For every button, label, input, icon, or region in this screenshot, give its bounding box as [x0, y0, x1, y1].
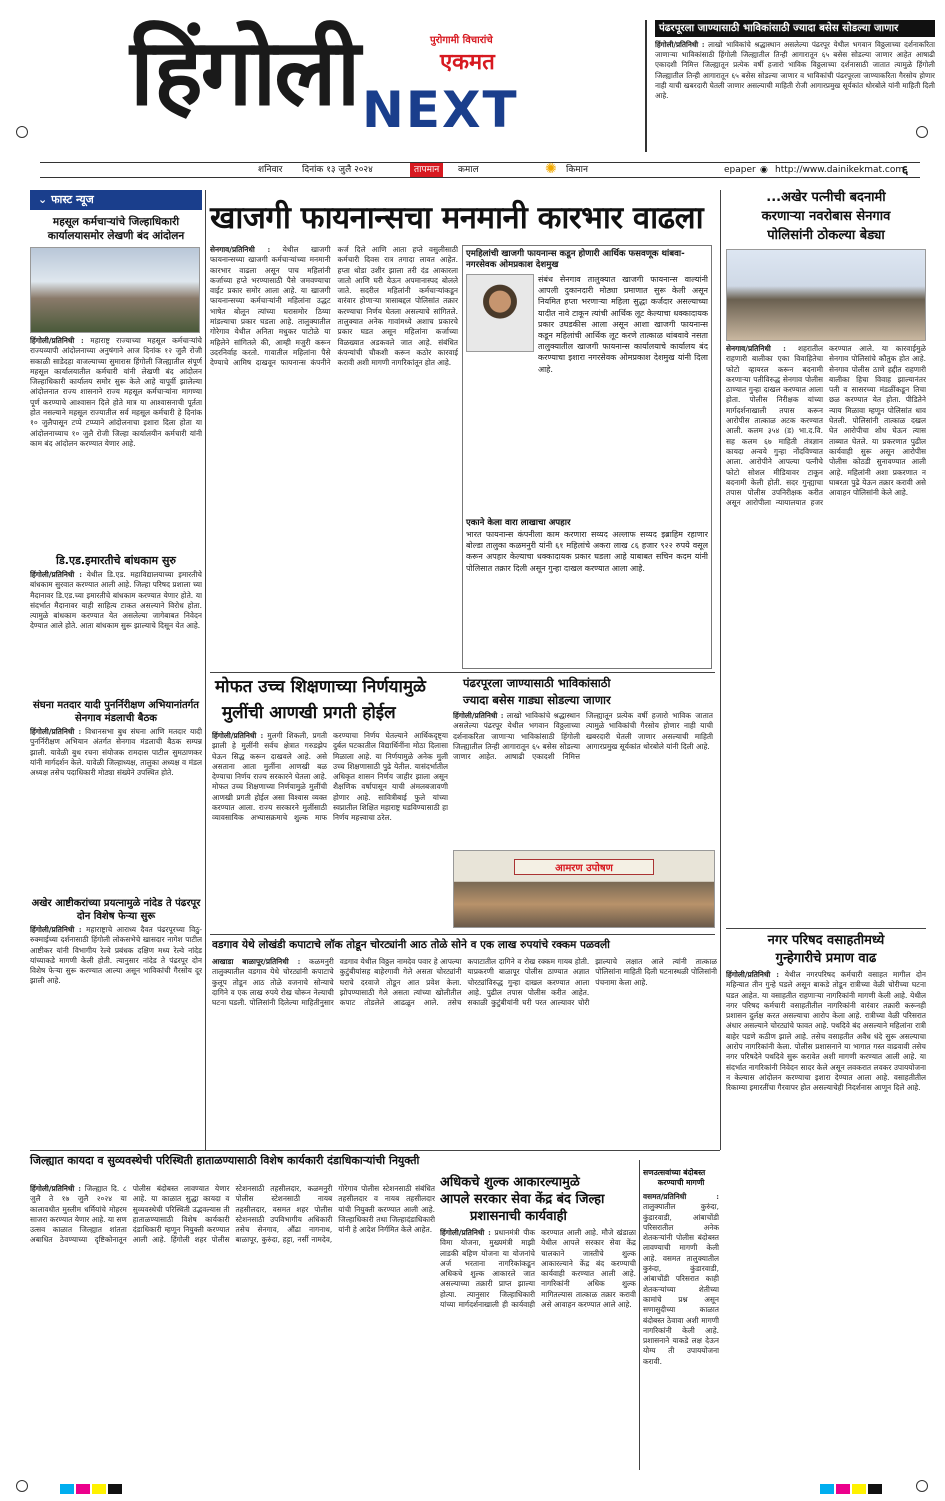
color-swatch	[60, 1484, 74, 1494]
fast-news-s2-byline: हिंगोली/प्रतिनिधी :	[30, 570, 82, 579]
theft-text: कळमनुरी तालुक्यातील वडगाव येथे चोरट्यांनी कपाटाचे कुलूप तोडून आठ तोळे वजनाचे सोन्याचे दागिने व एक लाख रुपये रोख चोरून नेल्याची घटना घडली. पोलिसांनी दिलेल्या माहितीनुसार वडगाव येथील विठ्ठल नामदेव पवार हे आपल्या कुटुंबीयांसह बाहेरगावी गेले असता चोरट्यांनी घराचे दरवाजे तोडून आत प्रवेश केला. झोपण्यासाठी गेले असता त्यांच्या खोलीतील कपाट तोडलेले आढळून आले. तसेच कपाटातील दागिने व रोख रक्कम गायब होती. याप्रकरणी बाळापूर पोलीस ठाण्यात अज्ञात चोरट्यांविरुद्ध गुन्हा दाखल करण्यात आला आहे. पुढील तपास पोलीस करीत आहेत. सकाळी कुटुंबीयांनी घरी परत आल्यावर चोरी झाल्याचे लक्षात आले त्यांनी तात्काळ पोलिसांना माहिती दिली घटनास्थळी पोलिसांनी पंचनामा केला आहे.	[212, 957, 717, 1008]
lead-inset-body: संबंध सेनगाव तालुक्यात खाजगी फायनान्स वाल्यांनी आपली दुकानदारी मोठ्या प्रमाणात सुरू केली असून नियमित हप्ता भरणाऱ्या महिला सुद्धा कर्जदार असल्याच्या यादीत नावे टाकून त्यांची आर्थिक लूट केल्याचा धक्कादायक प्रकार उघडकीस आला असून आशा खाजगी फायनान्स कडून महिलांची आर्थिक लूट करणे तात्काळ थांबवावे नसता तालुक्यातील खाजगी फायनान्स कार्यालयाचे कार्यालय बंद करण्याचा इशारा नगरसेवक ओमप्रकाश देशमुख यांनी दिला आहे.	[538, 275, 708, 374]
registration-mark-icon	[16, 126, 28, 138]
nagar-headline-1: नगर परिषद वसाहतीमध्ये	[767, 933, 885, 948]
column-rule	[720, 190, 721, 1150]
fees-body	[440, 1228, 636, 1474]
pandharpur-text: लाखो भाविकांचे श्रद्धास्थान असलेल्या पंढरपूर येथील भगवान विठ्ठलाच्या दर्शनाकरिता जाणाऱ्या भाविकांसाठी हिंगोली जिल्ह्यातील तिन्ही आगारातून ६५ बसेस सोडल्या जाणार आहेत. आषाढी एकादशी निमित्त जिल्ह्यातून प्रत्येक वर्षी हजारो भाविक जातात त्यामुळे भाविकांची गैरसोय होणार नाही याची खबरदारी घेतली जाणार असल्याची माहिती आगारप्रमुख सूर्यकांत थोरबोले यांनी दिली आहे.	[453, 711, 713, 762]
fast-news-label-bar	[30, 190, 202, 210]
registration-mark-icon	[916, 1480, 928, 1492]
masthead	[0, 0, 640, 160]
fast-news-s3-headline: संघना मतदार यादी पुनर्निरीक्षण अभियानांतर्गत सेनगाव मंडलाची बैठक	[33, 700, 199, 724]
section-rule	[210, 934, 715, 935]
sengaon-headline-2: करणाऱ्या नवरोबास सेनगाव	[761, 209, 891, 224]
edu-headline-1: मोफत उच्च शिक्षणाच्या निर्णयामुळे	[215, 677, 426, 697]
page-number: ६	[902, 163, 909, 177]
date-bar	[40, 162, 920, 178]
sengaon-body	[726, 344, 926, 914]
fees-byline: हिंगोली/प्रतिनिधी :	[440, 1228, 491, 1237]
fast-news-s4-byline: हिंगोली/प्रतिनिधी :	[30, 925, 82, 934]
fast-news-s1-text: महाराष्ट्र राज्याच्या महसूल कर्मचाऱ्यांचे राज्यव्यापी आंदोलनाच्या अनुषंगाने आज दिनांक १२ जुलै रोजी सकाळी साडेदहा वाजल्याच्या सुमारास हिंगोली जिल्ह्यातील संपूर्ण महसूल कार्यालयातील कर्मचारी यांनी लेखणी बंद आंदोलन जिल्हाधिकारी कार्यालय समोर सुरू केले आहे यापूर्वी झालेल्या आंदोलनात राज्य शासनाने राज्य महसूल कर्मचाऱ्यांना मागण्या पूर्ण करण्याचे आश्वासन दिले होते मात्र या आश्वासनाची पूर्तता होत नसल्याने महसूल राज्यातील सर्व महसूल कर्मचारी हे दिनांक १० जुलैपासून टप्पे टप्प्याने आंदोलनाचा इशारा दिला होता या आंदोलनाच्याच १० जुलै रोजी जिल्हा कार्यालयीन कर्मचारी यांनी काम बंद आंदोलन करण्यात येणार आहे.	[30, 336, 202, 448]
lead-headline: खाजगी फायनान्सचा मनमानी कारभार वाढला	[210, 200, 704, 236]
fast-news-s1-byline: हिंगोली/प्रतिनिधी :	[30, 336, 84, 345]
police-byline: वसमत/प्रतिनिधी :	[643, 1192, 719, 1201]
lead-body	[210, 245, 458, 670]
fast-news-label: फास्ट न्यूज	[51, 193, 94, 206]
sengaon-story	[726, 188, 926, 928]
registration-mark-icon	[916, 126, 928, 138]
lead-inset2-headline: एकाने केला वारा लाखाचा अपहार	[466, 518, 571, 528]
section-rule	[30, 1150, 720, 1151]
sengaon-headline-3: पोलिसांनी ठोकल्या बेड्या	[767, 228, 885, 243]
police-headline-1: सणउत्सवांच्या बंदोबस्त	[643, 1168, 706, 1177]
pandharpur-headline-1: पंढरपूरला जाण्यासाठी भाविकांसाठी	[463, 676, 611, 690]
masthead-edition: NEXT	[362, 81, 519, 139]
color-swatch	[92, 1484, 106, 1494]
theft-headline: वडगाव येथे लोखंडी कपाटाचे लॉक तोडून चोरट्यांनी आठ तोळे सोने व एक लाख रुपयांचे रक्कम पळवली	[212, 939, 610, 951]
pandharpur-headline-2: ज्यादा बसेस गाड्या सोडल्या जाणार	[463, 693, 611, 707]
arrest-photo	[726, 249, 926, 341]
magistrate-text: जिल्ह्यात दि. ८ जुलै ते १७ जुलै २०२४ या कालावधीत मुस्लीम धर्मियांचे मोहरम साजरा करण्यात येणार आहे. या सण उत्सव काळात जिल्ह्यात शांतता अबाधित ठेवण्याच्या दृष्टिकोनातून पोलीस बंदोबस्त लावण्यात येणार आहे. या काळात सुद्धा कायदा व सुव्यवस्थेची परिस्थिती उद्भवल्यास ती हाताळण्यासाठी विशेष कार्यकारी दंडाधिकारी म्हणून नियुक्ती करण्यात आली आहे. हिंगोली शहर पोलीस स्टेशनसाठी तहसीलदार, कळमनुरी पोलीस स्टेशनसाठी नायब तहसीलदार, वसमत शहर पोलीस स्टेशनसाठी उपविभागीय अधिकारी तसेच सेनगाव, औंढा नागनाथ, बाळापूर, कुरुंदा, हट्टा, नर्सी नामदेव, गोरेगाव पोलीस स्टेशनसाठी संबंधित तहसीलदार व नायब तहसीलदार यांची नियुक्ती करण्यात आली आहे. जिल्हाधिकारी तथा जिल्हादंडाधिकारी यांनी हे आदेश निर्गमित केले आहेत.	[30, 1184, 435, 1245]
fees-text: प्रधानमंत्री पीक विमा योजना, मुख्यमंत्री माझी लाडकी बहिण योजना या योजनांचे अर्ज भरताना नागरिकांकडून अधिकचे शुल्क आकारले जात असल्याच्या तक्रारी प्राप्त झाल्या होत्या. त्यानुसार जिल्हाधिकारी यांच्या मार्गदर्शनाखाली ही कार्यवाही करण्यात आली आहे. मौजे खंडाळा येथील आपले सरकार सेवा केंद्र चालकाने जास्तीचे शुल्क आकारल्याने केंद्र बंद करण्याची कार्यवाही करण्यात आली आहे. नागरिकांनी अधिक शुल्क मागितल्यास तात्काळ तक्रार करावी असे आवाहन करण्यात आले आहे.	[440, 1228, 636, 1310]
min-label: किमान	[566, 165, 588, 175]
color-swatch	[76, 1484, 90, 1494]
magistrate-byline: हिंगोली/प्रतिनिधी :	[30, 1184, 82, 1193]
date-bar-day: शनिवार	[258, 165, 283, 175]
nagar-headline-2: गुन्हेगारीचे प्रमाण वाढ	[775, 951, 877, 966]
masthead-brand: एकमत	[440, 50, 495, 75]
color-swatch	[820, 1484, 834, 1494]
max-label: कमाल	[458, 165, 479, 175]
protest-photo	[30, 247, 200, 333]
nagar-body	[726, 970, 926, 1466]
nagar-byline: हिंगोली/प्रतिनिधी :	[726, 970, 780, 979]
top-box-byline: हिंगोली/प्रतिनिधी :	[655, 40, 705, 49]
corporator-photo	[466, 274, 534, 352]
color-swatch	[108, 1484, 122, 1494]
fast-news-s3-byline: हिंगोली/प्रतिनिधी :	[30, 727, 82, 736]
fast-news-s4-headline: अखेर आष्टीकरांच्या प्रयत्नामुळे नांदेड ते पंढरपूर दोन विशेष फेऱ्या सुरू	[31, 898, 201, 922]
globe-icon: ◉	[760, 165, 768, 175]
masthead-title: हिंगोली	[130, 19, 359, 126]
edu-body	[212, 731, 448, 931]
police-body	[643, 1192, 719, 1462]
nagar-text: येथील नगरपरिषद कर्मचारी वसाहत मागील दोन महिन्यात तीन गुन्हे घडले असून बाकडे तोडून रात्रीच्या वेळी चोरीच्या घटना घडत आहेत. या वसाहतीत राहणाऱ्या नागरिकांनी मागणी केली आहे. येथील नगर परिषद कर्मचारी वसाहतीतील नागरिकांनी वारंवार तक्रारी करूनही प्रशासन दुर्लक्ष करत असल्याचा आरोप केला आहे. रात्रीच्या वेळी परिसरात अंधार असल्याने चोरट्यांचे फावत आहे. पथदिवे बंद असल्याने महिलांना रात्री बाहेर पडणे कठीण झाले आहे. तसेच वसाहतीत अवैध धंदे सुरू असल्याचा आरोप नागरिकांनी केला. पोलीस प्रशासनाने या भागात गस्त वाढवावी तसेच नगर परिषदेने पथदिवे सुरू करावेत अशी मागणी करण्यात आली आहे. या संदर्भात नागरिकांनी निवेदन सादर केले असून लवकरात लवकर उपाययोजना न केल्यास आंदोलन करण्याचा इशारा देण्यात आला आहे. वसाहतीतील रिकाम्या इमारतींचा गैरवापर होत असल्याचेही निदर्शनास आणून दिले आहे.	[726, 970, 926, 1093]
fees-headline-1: अधिकचे शुल्क आकारल्यामुळे	[440, 1175, 580, 1190]
hunger-strike-photo	[453, 850, 715, 928]
fees-headline-2: आपले सरकार सेवा केंद्र बंद जिल्हा	[440, 1192, 605, 1207]
top-right-box	[645, 20, 935, 152]
fees-headline-3: प्रशासनाची कार्यवाही	[470, 1209, 567, 1224]
theft-byline: आखाडा बाळापूर/प्रतिनिधी :	[212, 957, 301, 966]
sengaon-headline-1: ...अखेर पत्नीची बदनामी	[766, 190, 886, 205]
theft-body	[212, 957, 717, 1145]
lead-inset-headline: एमहिलांची खाजगी फायनान्स कडून होणारी आर्थिक फसवणूक थांबवा-नगरसेवक ओमप्रकाश देशमुख	[466, 249, 685, 270]
temp-label: तापमान	[410, 163, 443, 177]
masthead-tagline: पुरोगामी विचारांचे	[430, 35, 493, 46]
sengaon-byline: सेनगाव/प्रतिनिधी :	[726, 344, 786, 353]
top-box-text: लाखो भाविकांचे श्रद्धास्थान असलेल्या पंढरपूर येथील भगवान विठ्ठलाच्या दर्शनाकरिता जाणाऱ्या भाविकांसाठी हिंगोली जिल्ह्यातील तिन्ही आगारातून ६५ बसेस सोडल्या जाणार आहेत आषाढी एकादशी निमित्त जिल्ह्यातून प्रत्येक वर्षी हजारो भाविक विठ्ठलाच्या दर्शनासाठी जातात त्यामुळे हिंगोली जिल्ह्यातील तिन्ही आगारातून ६५ बसेस सोडल्या जाणार व भाविकांची पंढरपूरला जाण्याकरिता गैरसोय होणार नाही याची खबरदारी घेतली जाणार असल्याची माहिती रोजी आगारप्रमुख सूर्यकांत थोरबोले यांनी माहिती दिली आहे.	[655, 40, 935, 101]
site-url[interactable]: http://www.dainikekmat.com	[775, 165, 905, 175]
magistrate-body	[30, 1184, 435, 1474]
edu-byline: हिंगोली/प्रतिनिधी :	[212, 731, 264, 740]
fast-news-s1-headline: महसूल कर्मचाऱ्यांचे जिल्हाधिकारी कार्यालयासमोर लेखणी बंद आंदोलन	[47, 216, 185, 242]
fast-news-s2-text: येथील डि.एड. महाविद्यालयाच्या इमारतीचे बांधकाम सुरवात करण्यात आली आहे. जिल्हा परिषद प्रशाला च्या मैदानावर डि.एड.च्या इमारतीचे बांधकाम करण्यात येणार होते. या संदर्भात मैदानावर याही साहित्य टाकत असल्याने विरोध होता. त्यामुळे बांधकाम करण्यात येत असलेल्या जागेबाबत निवेदन देण्यात आले होते. आता बांधकाम सुरू झाल्याचे दिसून येत आहे.	[30, 570, 202, 631]
nagar-story	[726, 932, 926, 1472]
police-story	[643, 1168, 719, 1474]
magistrate-headline: जिल्ह्यात कायदा व सुव्यवस्थेची परिस्थिती हाताळण्यासाठी विशेष कार्यकारी दंडाधिकाऱ्यांची नियुक्ती	[30, 1154, 420, 1167]
color-swatch	[868, 1484, 882, 1494]
fast-news-s1-body	[30, 336, 202, 550]
edu-headline-2: मुलींची आणखी प्रगती होईल	[222, 703, 396, 723]
color-swatch	[852, 1484, 866, 1494]
date-bar-date: दिनांक १३ जुलै २०२४	[302, 165, 373, 175]
pandharpur-body	[453, 711, 713, 847]
fast-news-s3-text: विधानसभा बुथ संघना आणि मतदार यादी पुनर्निरीक्षण अभियान अंतर्गत सेनगाव मंडलाची बैठक सम्पन्न झाली. यावेळी बुथ रचना संयोजक रामदास पाटील सुमठाणकर यांनी मार्गदर्शन केले. यावेळी जिल्हाध्यक्ष, तालुका अध्यक्ष व मंडल अध्यक्ष तसेच पदाधिकारी मोठ्या संख्येने उपस्थित होते.	[30, 727, 202, 778]
top-box-headline: पंढरपूरला जाण्यासाठी भाविकांसाठी ज्यादा बसेस सोडल्या जाणार	[655, 20, 935, 37]
fast-news-s4-body	[30, 925, 202, 1110]
fast-news-s3-body	[30, 727, 202, 892]
top-box-body	[655, 40, 935, 148]
pandharpur-byline: हिंगोली/प्रतिनिधी :	[453, 711, 504, 720]
column-rule	[205, 190, 206, 1150]
fast-news-column	[30, 190, 202, 1150]
sengaon-text: शहरातील राहणारी बालीका एका विवाहितेचा फोटो व्हायरल करून बदनामी करणाऱ्या पतीविरुद्ध सेनगाव पोलीस ठाण्यात गुन्हा दाखल करण्यात आला होता. पोलीस निरीक्षक यांच्या मार्गदर्शनाखाली तपास करून आरोपीस तात्काळ अटक करण्यात आली. कलम ३५४ (ड) भा.द.वि. सह कलम ६७ माहिती तंत्रज्ञान कायदा अन्वये गुन्हा नोंदविण्यात आला. आरोपीने आपल्या पत्नीचे फोटो सोशल मीडियावर टाकून बदनामी केली होती. सदर गुन्ह्याचा तपास पोलीस उपनिरीक्षक करीत असून आरोपीला न्यायालयात हजर करण्यात आले. या कारवाईमुळे सेनगाव पोलिसांचे कौतुक होत आहे. सेनगाव पोलीस ठाणे हद्दीत राहणारी बालीका हिचा विवाह झाल्यानंतर पती व सासरच्या मंडळींकडून तिचा छळ करण्यात येत होता. पीडितेने न्याय मिळावा म्हणून पोलिसांत धाव घेतली. पोलिसांनी तात्काळ दखल घेत आरोपीचा शोध घेऊन त्यास ताब्यात घेतले. या प्रकरणात पुढील कार्यवाही सुरू असून आरोपीस पोलीस कोठडी सुनावण्यात आली आहे. महिलांनी अशा प्रकरणात न घाबरता पुढे येऊन तक्रार करावी असे आवाहन पोलिसांनी केले आहे.	[726, 344, 926, 508]
section-rule	[210, 672, 715, 673]
chevron-down-icon: ⌄	[38, 193, 48, 206]
lead-inset-box	[462, 245, 712, 669]
lead-byline: सेनगाव/प्रतिनिधी :	[210, 245, 271, 254]
epaper-label: epaper	[724, 165, 756, 175]
lead-text: येथील खाजगी फायनान्सच्या खाजगी कर्मचाऱ्यांच्या मनमानी कारभार वाढला असून पाच महिलांनी कर्जाच्या हप्ते भरण्यासाठी पैसे जमवण्याचा वाईट प्रकार समोर आला आहे. या खाजगी फायनान्सच्या कर्मचाऱ्यांनी महिलांना उद्धट भाषेत बोलून त्यांच्या घरासमोर ठिय्या मांडल्याचा प्रकार घडला आहे. तालुक्यातील गोरेगाव येथील अनिता मधुकर पाटोळे या महिलेने सांगितले की, आम्ही मजुरी करून उदरनिर्वाह करतो. गावातील महिलांना पैसे देण्याचे आमिष दाखवून फायनान्स कंपनीने कर्ज दिले आणि आता हप्ते वसुलीसाठी कर्मचारी दिवस रात्र तगादा लावत आहेत. हप्ता थोडा उशीर झाला तरी दंड आकारला जातो आणि घरी येऊन अपमानास्पद बोलले जाते. सदरील महिलांनी कर्मचाऱ्यांकडून वारंवार होणाऱ्या त्रासाबद्दल पोलिसांत तक्रार करण्याचा निर्णय घेतला असल्याचे सांगितले. तालुक्यात अनेक गावांमध्ये अशाच प्रकारचे प्रकार घडत असून महिलांना कर्जाच्या विळख्यात अडकवले जात आहे. संबंधित कंपन्यांची चौकशी करून कठोर कारवाई करावी अशी मागणी नागरिकांतून होत आहे.	[210, 245, 458, 368]
column-rule	[639, 1160, 640, 1470]
edu-text: मुलगी शिकली, प्रगती झाली हे मुलींनी सर्वच क्षेत्रात गरुडझेप घेऊन सिद्ध करून दाखवले आहे. असे असताना आता मुलींना आणखी बळ देण्याचा निर्णय राज्य सरकारने घेतला आहे. मोफत उच्च शिक्षणाच्या निर्णयामुळे मुलींची आणखी प्रगती होईल असा विश्वास व्यक्त करण्यात आला. राज्य सरकारने मुलींसाठी व्यावसायिक अभ्यासक्रमाचे शुल्क माफ करण्याचा निर्णय घेतल्याने आर्थिकदृष्ट्या दुर्बल घटकातील विद्यार्थिनींना मोठा दिलासा मिळाला आहे. या निर्णयामुळे अनेक मुली उच्च शिक्षणासाठी पुढे येतील. यासंदर्भातील अधिकृत शासन निर्णय जाहीर झाला असून शैक्षणिक वर्षापासून याची अंमलबजावणी होणार आहे. सावित्रीबाई फुले यांच्या स्वप्नातील शिक्षित महाराष्ट्र घडविण्यासाठी हा निर्णय महत्त्वाचा ठरेल.	[212, 731, 448, 823]
police-text: तालुक्यातील कुरुंदा, कुंडारवाडी, आंबाचोंडी परिसरातील अनेक शेतकऱ्यांनी पोलीस बंदोबस्त लावण्याची मागणी केली आहे. वसमत तालुक्यातील कुरुंदा, कुंडारवाडी, आंबाचोंडी परिसरात काही शेतकऱ्यांच्या शेतीच्या कामांचे प्रश्न असून सणासुदीच्या काळात बंदोबस्त ठेवावा अशी मागणी नागरिकांनी केली आहे. प्रशासनाने याकडे लक्ष देऊन योग्य ती उपाययोजना करावी.	[643, 1202, 719, 1366]
registration-mark-icon	[16, 1480, 28, 1492]
police-headline-2: करण्याची मागणी	[657, 1178, 705, 1187]
hunger-strike-banner: आमरण उपोषण	[514, 859, 654, 875]
fast-news-s4-text: महाराष्ट्राचे आराध्य दैवत पंढरपूरच्या विठु-रुक्माईच्या दर्शनासाठी हिंगोली लोकसभेचे खासदार नागेश पाटील आष्टीकर यांनी विभागीय रेल्वे प्रबंधक दक्षिण मध्य रेल्वे नांदेड यांच्याकडे मागणी केली होती. त्यानुसार नांदेड ते पंढरपूर दोन विशेष फेऱ्या सुरू करण्यात आल्या असून भाविकांची गैरसोय दूर झाली आहे.	[30, 925, 202, 986]
section-rule	[726, 928, 926, 929]
fast-news-s2-body	[30, 570, 202, 693]
fast-news-s2-headline: डि.एड.इमारतीचे बांधकाम सुरु	[56, 554, 176, 567]
lead-inset2-body: भारत फायनान्स कंपनीला काम करणारा सय्यद अल्लाफ सय्यद इब्राहिम रहाणार बोल्डा तालुका कळमनुरी यांनी ६१ महिलांचे अकरा लाख ८६ हजार ९२२ रुपये वसूल करून अपहार केल्याचा धक्कादायक प्रकार घडला आहे याबाबत सचिन कदम यांनी पोलिसात तक्रार दिली असून गुन्हा दाखल करण्यात आला आहे.	[466, 530, 708, 573]
color-swatch	[836, 1484, 850, 1494]
sun-icon: ✺	[545, 161, 557, 177]
